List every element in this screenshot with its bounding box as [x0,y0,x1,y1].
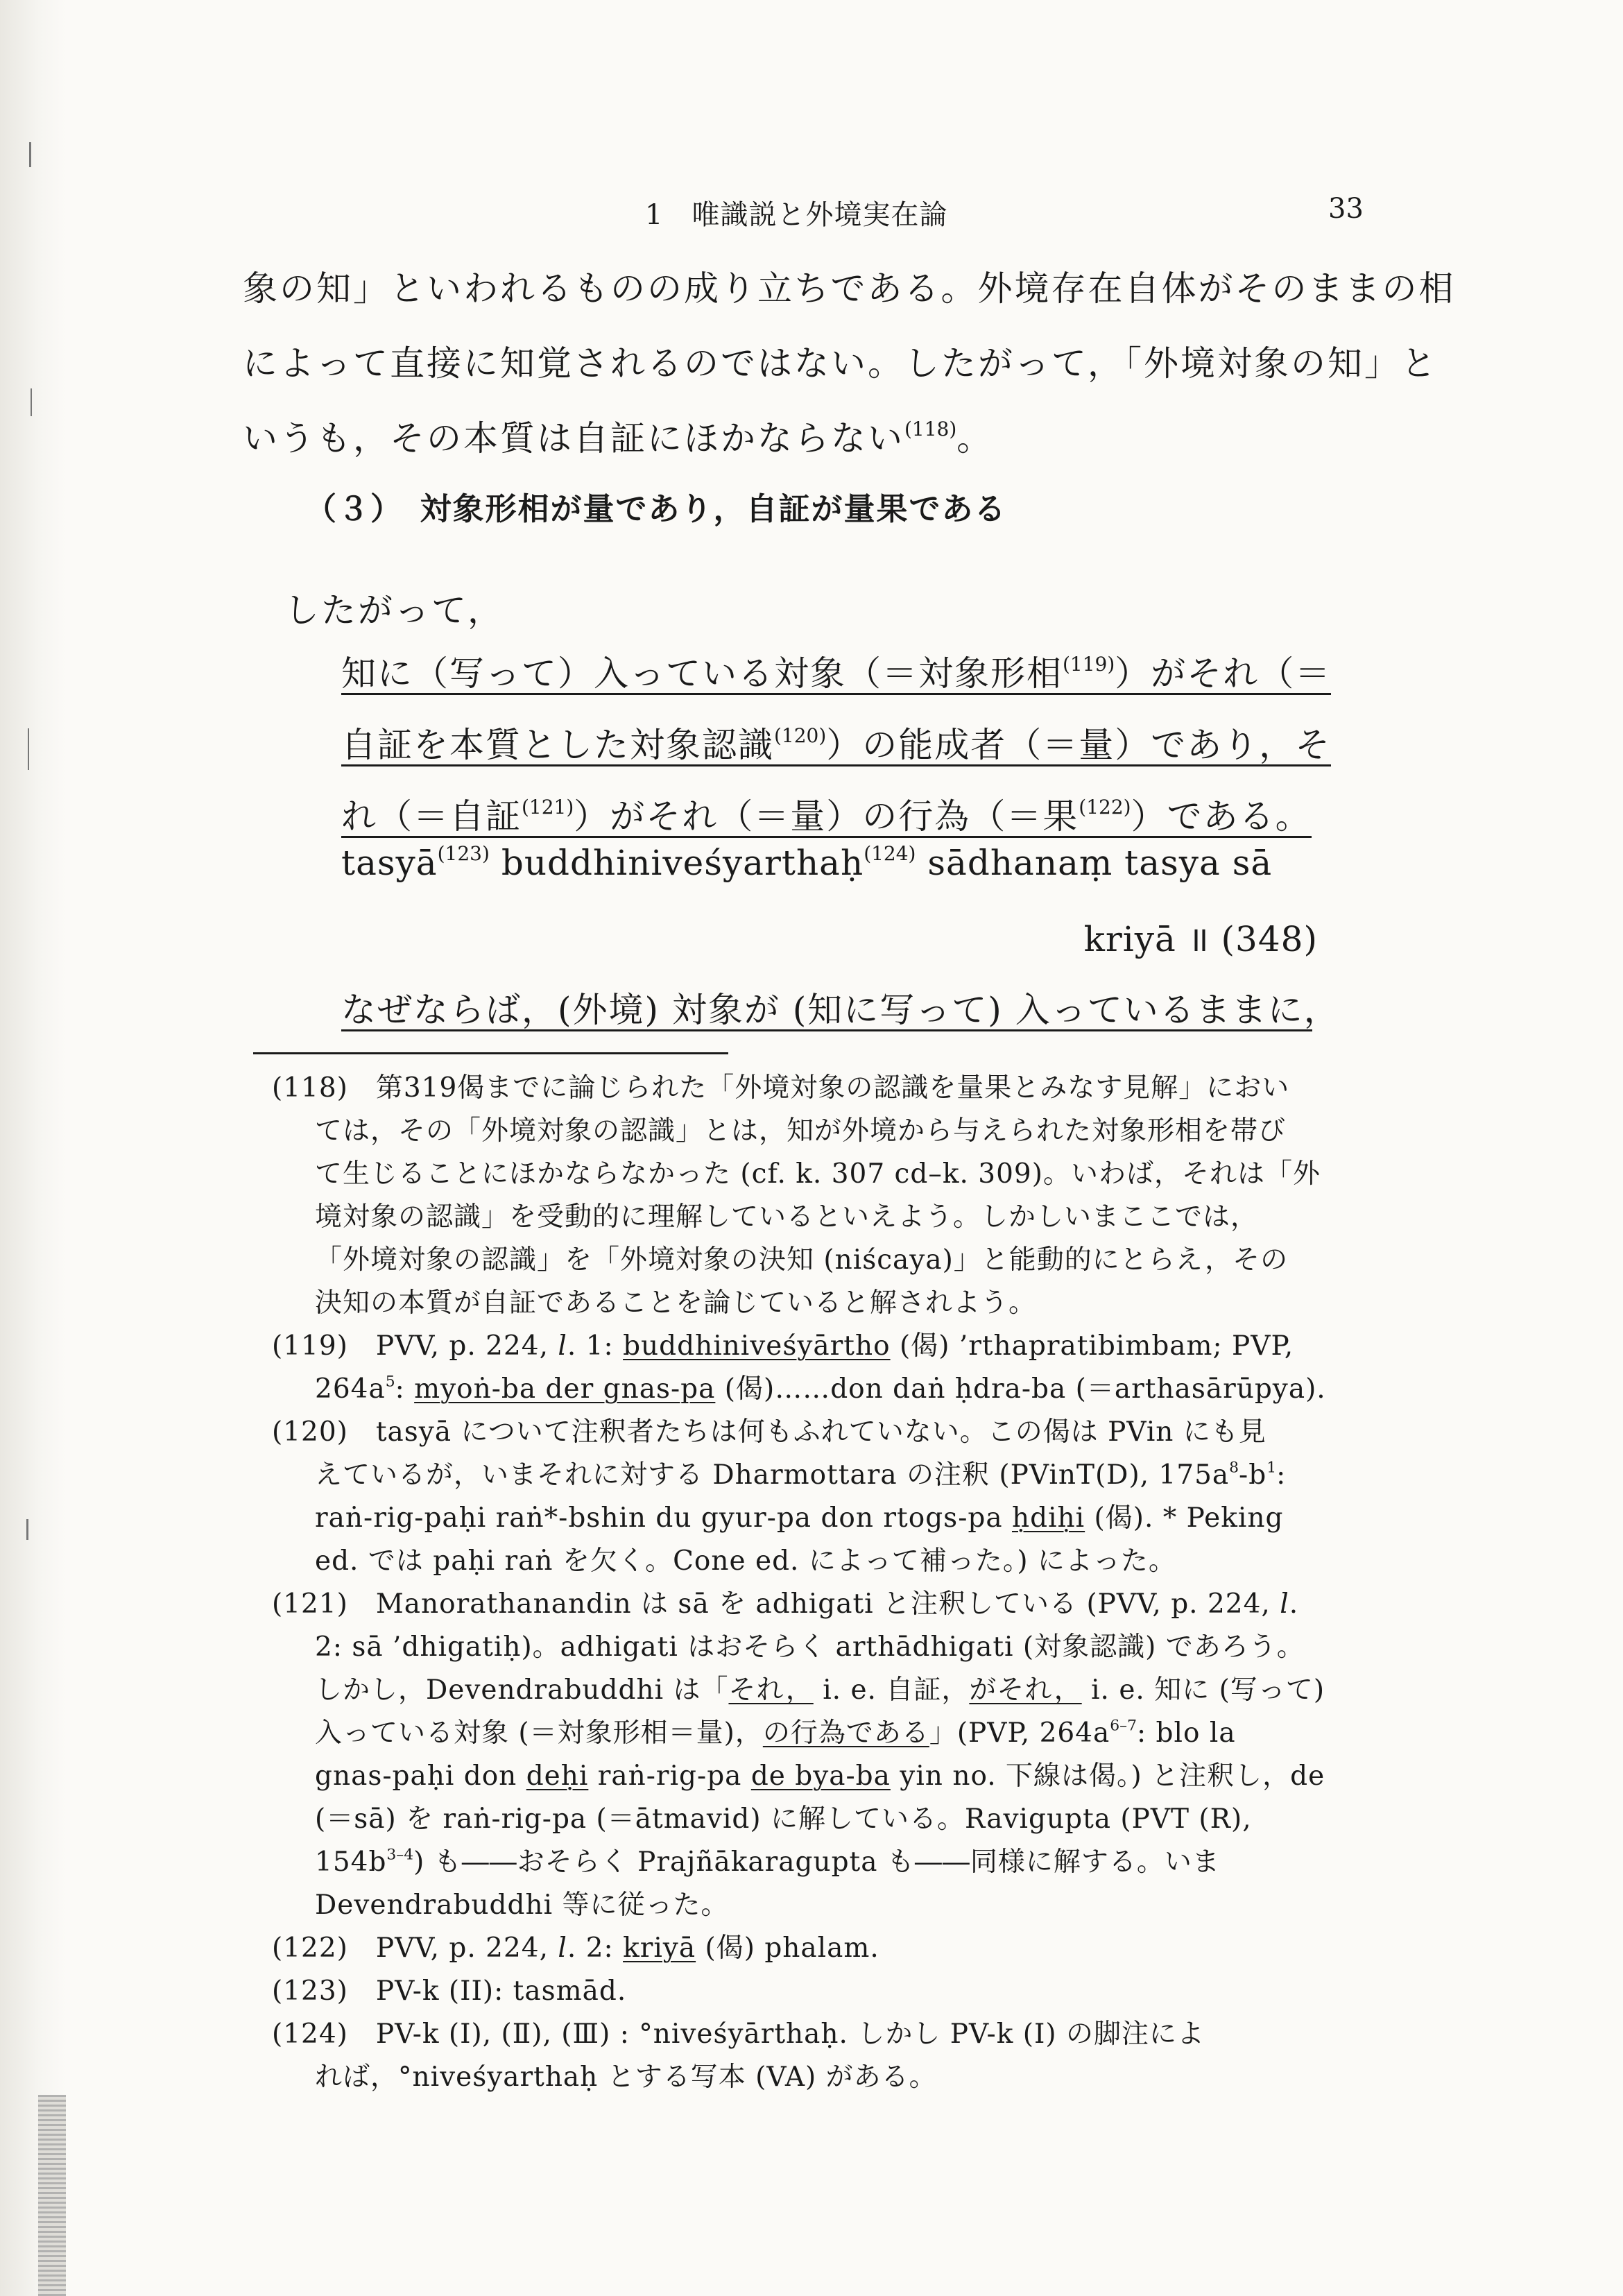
footnote-118: (118) 第319偈までに論じられた「外境対象の認識を量果とみなす見解」におい [272,1072,1290,1104]
footnote-line: えているが，いまそれに対する Dharmottara の注釈 (PVinT(D), $175a^8-b^1$: [315,1459,1287,1491]
verse-translation [341,638,1333,853]
footnote-line: raṅ-rig-paḥi raṅ*-bshin du gyur-pa don rtogs-pa ḥdiḥi (偈). * Peking [315,1502,1284,1534]
verse-reason-line: なぜならば，(外境) 対象が (知に写って) 入っているままに， [341,990,1340,1030]
scan-mark [28,728,29,770]
footnote-ref-121: (121) [522,796,574,819]
footnote-121: (121) Manorathanandin は sā を adhigati と注釈している (PVV, p. 224, l. [272,1588,1299,1620]
footnote-ref-122: (122) [1079,796,1131,819]
footnote-line: $154b^{3-4}$) も――おそらく Prajñākaragupta も――同様に解する。いま [315,1846,1220,1878]
footnote-ref-120: (120) [774,724,827,747]
body-text: 。 [956,418,994,459]
footnote-line: 2: sā ’dhigatiḥ)。adhigati はおそらく arthādhigati (対象認識) であろう。 [315,1631,1305,1663]
footnote-line: れば，°niveśyarthaḥ とする写本 (VA) がある。 [315,2062,937,2093]
footnote-120: (120) tasyā について注釈者たちは何もふれていない。この偈は PVin にも見 [272,1416,1266,1448]
footnote-ref-123: (123) [437,842,490,865]
body-paragraph [243,251,1456,476]
footnote-line: て生じることにほかならなかった (cf. k. 307 cd–k. 309)。いわば，それは「外 [315,1158,1321,1190]
verse-line: 知に（写って）入っている対象（＝対象形相$^{(119)}$）がそれ（＝ [341,653,1332,694]
scan-mark [29,142,31,167]
sanskrit-verse-end: kriyā ॥ (348) [1083,919,1318,959]
footnote-line: しかし，Devendrabuddhi は「それ， i. e. 自証，がそれ， i. e. 知に (写って) [315,1674,1325,1706]
footnote-line: 「外境対象の認識」を「外境対象の決知 (niścaya)」と能動的にとらえ，その [315,1244,1289,1276]
scan-mark [31,388,32,416]
footnote-line: 入っている対象 (＝対象形相＝量)，の行為である」(PVP, $264a^{6-7}$: blo la [315,1717,1236,1749]
body-line [243,401,1387,476]
footnote-line: 決知の本質が自証であることを論じていると解されよう。 [315,1287,1037,1319]
section-heading: （３） 対象形相が量であり，自証が量果である [305,490,1007,527]
scan-blot [38,2095,66,2296]
footnote-line: ed. では paḥi raṅ を欠く。Cone ed. によって補った。) によった。 [315,1545,1176,1577]
footnote-ref-124: (124) [864,842,916,865]
scan-mark [26,1519,28,1540]
footnote-line: gnas-paḥi don deḥi raṅ-rig-pa de bya-ba yin no. 下線は偈。) と注釈し，de [315,1760,1325,1792]
sanskrit-verse-line: tasyā$^{(123)}$ buddhiniveśyarthaḥ$^{(124)}$ sādhanaṃ tasya sā [341,842,1273,883]
body-text: いうも，その本質は自証にほかならない [243,418,904,459]
footnote-ref-118: (118) [904,418,957,440]
footnote-line: Devendrabuddhi 等に従った。 [315,1890,729,1921]
page-number: 33 [1328,193,1364,225]
footnote-line: 境対象の認識」を受動的に理解しているといえよう。しかしいまここでは， [315,1201,1259,1233]
footnotes [272,1067,1396,2099]
footnote-123: (123) PV-k (II): tasmād. [272,1976,627,2007]
running-header: 1 唯識説と外境実在論 [645,199,948,231]
footnote-119: (119) PVV, p. 224, l. 1: buddhiniveśyārtho (偈) ’rthapratibimbam; PVP, [272,1330,1294,1362]
footnote-124: (124) PV-k (Ⅰ), (Ⅱ), (Ⅲ) : °niveśyārthaḥ. しかし PV-k (Ⅰ) の脚注によ [272,2019,1205,2050]
footnote-line: $264a^5$: myoṅ-ba der gnas-pa (偈)……don daṅ ḥdra-ba (＝arthasārūpya). [315,1373,1326,1405]
intro-text: したがって， [284,590,504,631]
verse-line: れ（＝自証$^{(121)}$）がそれ（＝量）の行為（＝果$^{(122)}$）である。 [341,796,1312,837]
footnote-divider [253,1052,728,1054]
footnote-line: ては，その「外境対象の認識」とは，知が外境から与えられた対象形相を帯び [315,1115,1287,1147]
footnote-122: (122) PVV, p. 224, l. 2: kriyā (偈) phalam. [272,1933,879,1964]
footnote-line: (＝sā) を raṅ-rig-pa (＝ātmavid) に解している。Ravigupta (PVT (R), [315,1804,1252,1835]
body-line: 象の知」といわれるものの成り立ちである。外境存在自体がそのままの相 [243,268,1456,309]
scan-edge-shadow [0,0,66,2296]
body-line: によって直接に知覚されるのではない。したがって，「外境対象の知」と [243,343,1438,384]
footnote-ref-119: (119) [1063,653,1115,676]
verse-line: 自証を本質とした対象認識$^{(120)}$）の能成者（＝量）であり，そ [341,724,1332,765]
